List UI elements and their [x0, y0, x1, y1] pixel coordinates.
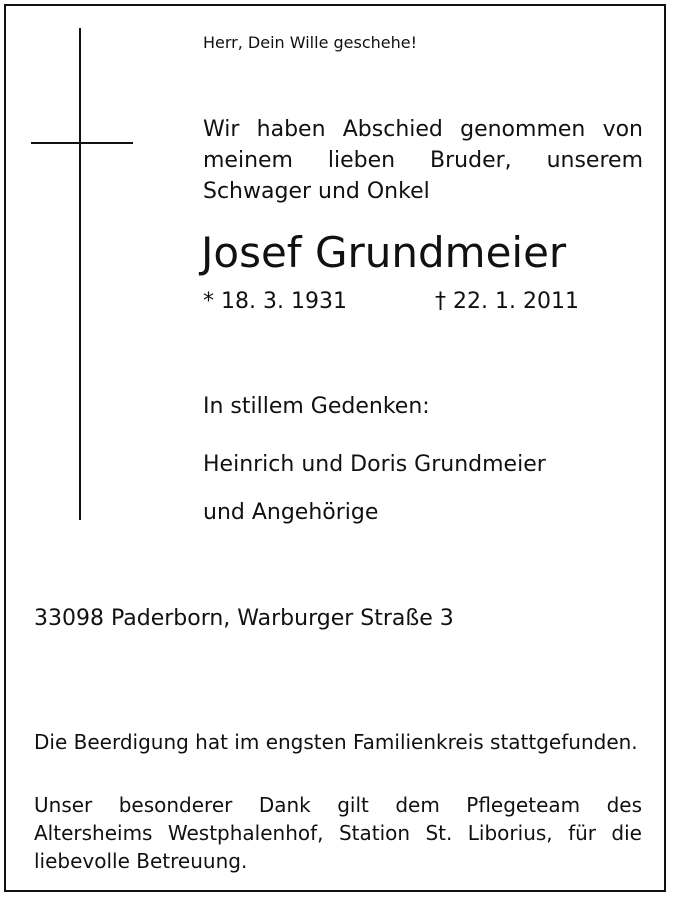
address: 33098 Paderborn, Warburger Straße 3 [34, 606, 454, 631]
thanks-note: Unser besonderer Dank gilt dem Pflegeteam des Altersheims Westphalenhof, Station St. Liborius, für die liebevolle Betreuung. [34, 793, 642, 873]
deceased-name: Josef Grundmeier [201, 228, 567, 277]
intro-text: Wir haben Abschied genommen von meinem lieben Bruder, unserem Schwager und Onkel [203, 117, 643, 204]
motto: Herr, Dein Wille geschehe! [203, 33, 418, 52]
cross-icon-horizontal-beam [31, 142, 133, 144]
birth-date: * 18. 3. 1931 [203, 289, 347, 314]
funeral-note: Die Beerdigung hat im engsten Familienkreis stattgefunden. [34, 730, 638, 754]
mourners-names: Heinrich und Doris Grundmeier [203, 452, 546, 477]
gedenken-line: In stillem Gedenken: [203, 394, 430, 419]
cross-icon-vertical-beam [79, 28, 81, 520]
death-date: † 22. 1. 2011 [435, 289, 579, 314]
relatives-line: und Angehörige [203, 500, 379, 525]
